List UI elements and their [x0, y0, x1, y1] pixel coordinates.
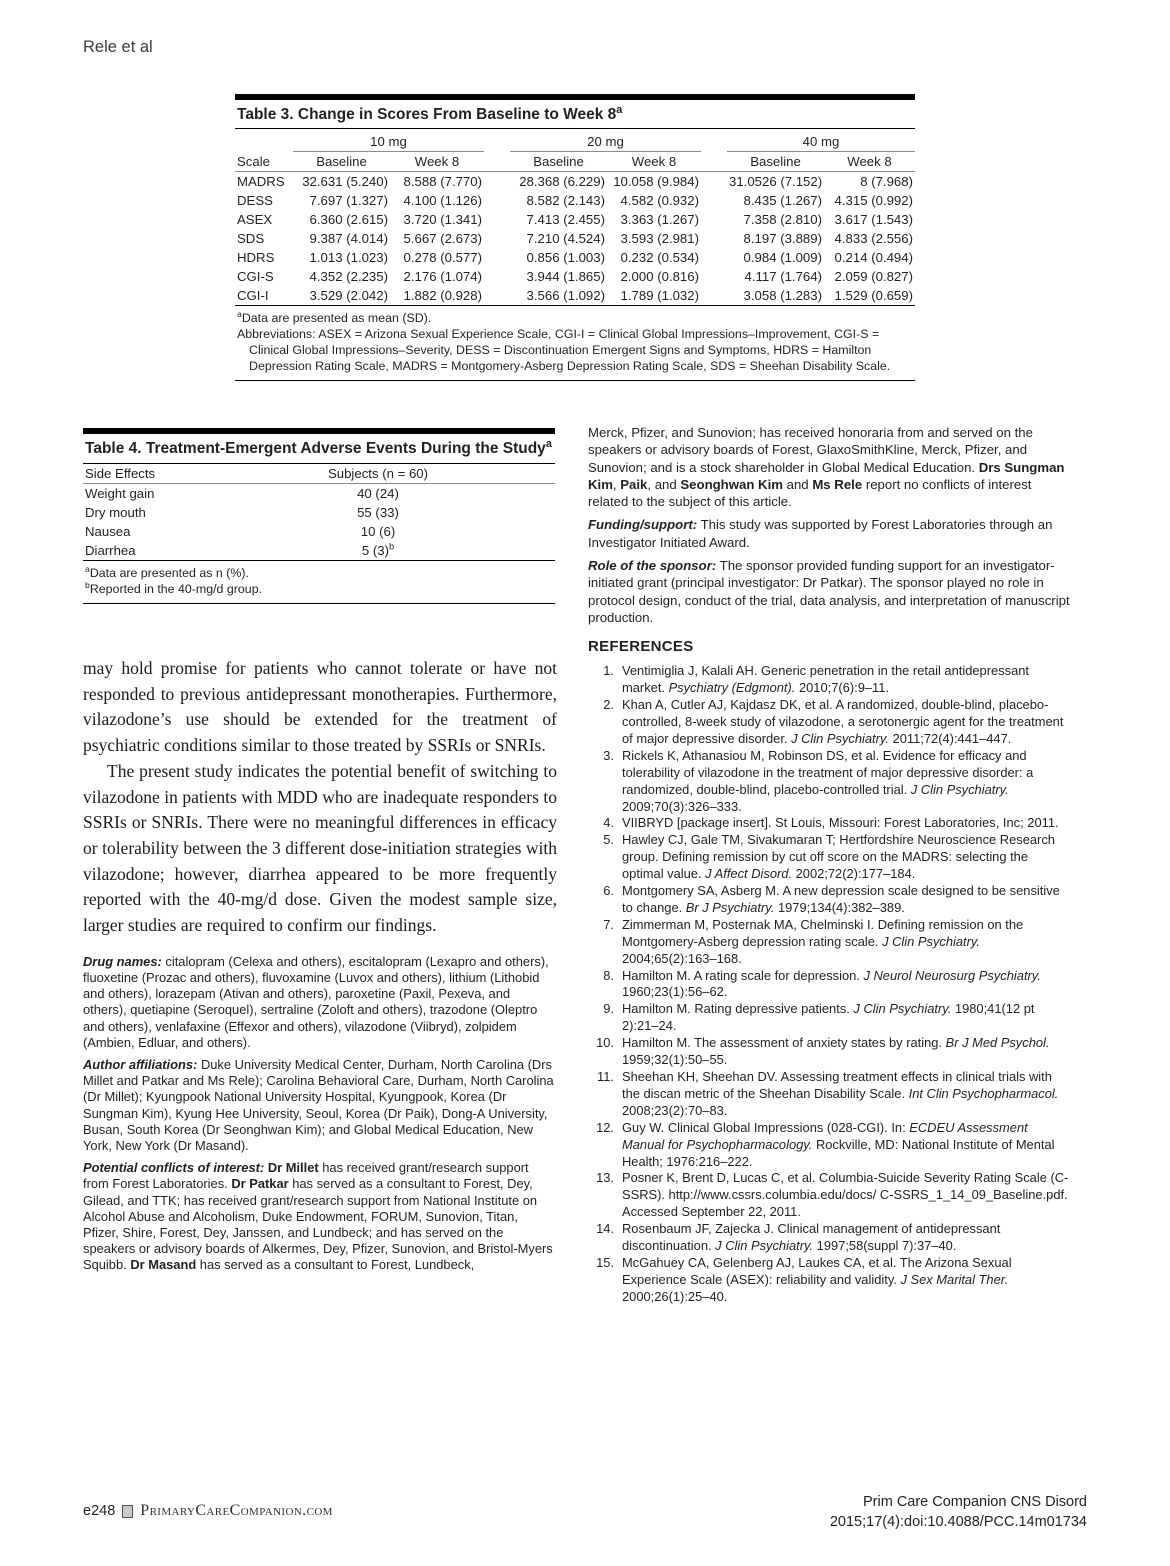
table3-cell: 0.232 (0.534)	[620, 250, 699, 265]
funding-text: This study was supported by Forest Laboratories through an Investigator Initiated Award.	[588, 517, 1053, 550]
page-number: e248	[83, 1503, 116, 1519]
table3-cell: MADRS	[237, 174, 285, 189]
reference-number: 11.	[597, 1069, 614, 1085]
sponsor-role-label: Role of the sponsor:	[588, 558, 717, 574]
reference-number: 10.	[596, 1035, 614, 1051]
spacer-cell	[484, 267, 510, 286]
reference-text: Zimmerman M, Posternak MA, Chelminski I. Defining remission on the Montgomery-Asberg depression rating scale. J Clin Psychiatry. 2004;65(2):163–168.	[622, 916, 1024, 966]
table3-cell: 4.117 (1.764)	[744, 269, 822, 284]
reference-item	[588, 968, 1070, 1002]
references-list	[588, 663, 1070, 1305]
table3-cell: 2.176 (1.074)	[403, 269, 482, 284]
right-column	[588, 424, 1070, 1306]
reference-item	[588, 1170, 1070, 1221]
spacer-cell	[484, 286, 510, 305]
funding-note	[588, 516, 1070, 551]
reference-item	[588, 883, 1070, 917]
reference-item	[588, 663, 1070, 697]
table4-col1-header: Side Effects	[83, 464, 201, 484]
references-heading: REFERENCES	[588, 638, 694, 656]
spacer-cell	[484, 248, 510, 267]
reference-number: 6.	[603, 883, 614, 899]
spacer-cell	[701, 210, 727, 229]
reference-item	[588, 917, 1070, 968]
conflicts-note	[83, 1160, 557, 1273]
table3-cell: SDS	[237, 231, 265, 246]
table4-row	[83, 541, 555, 560]
reference-text: Rosenbaum JF, Zajecka J. Clinical management of antidepressant discontinuation. J Clin Psychiatry. 1997;58(suppl 7):37–40.	[622, 1221, 1001, 1254]
table3-cell: 1.529 (0.659)	[834, 288, 913, 303]
scale-column-header: Scale	[235, 152, 293, 172]
reference-item	[588, 1221, 1070, 1255]
table3-cell: 4.582 (0.932)	[620, 193, 699, 208]
table4-body	[83, 484, 555, 561]
subjects-cell: 40 (24)	[357, 486, 399, 501]
article-notes	[83, 954, 557, 1274]
table3-cell: 3.720 (1.341)	[403, 212, 482, 227]
table3-cell: 8.435 (1.267)	[743, 193, 822, 208]
table3-row	[235, 172, 915, 192]
funding-label: Funding/support:	[588, 517, 698, 533]
table3-cell: 2.059 (0.827)	[834, 269, 913, 284]
table3-cell: 1.789 (1.032)	[620, 288, 699, 303]
spacer-cell	[701, 229, 727, 248]
dose-group-header: 40 mg	[727, 129, 915, 152]
dose-group-header: 10 mg	[293, 129, 484, 152]
table3-cell: 3.593 (2.981)	[620, 231, 699, 246]
table3-row	[235, 248, 915, 267]
reference-item	[588, 1120, 1070, 1171]
table3-cell: 3.363 (1.267)	[620, 212, 699, 227]
table3-row	[235, 210, 915, 229]
table4-col2-header: Subjects (n = 60)	[201, 464, 555, 484]
subjects-cell: 55 (33)	[357, 505, 399, 520]
body-paragraph-1: may hold promise for patients who cannot tolerate or have not responded to previous antidepressant monotherapies. Furthermore, vilazodone’s use should be extended for the treatment of psychiatric conditions similar to those treated by SSRIs or SNRIs.	[83, 658, 557, 756]
reference-item	[588, 1001, 1070, 1035]
table3-cell: 0.278 (0.577)	[403, 250, 482, 265]
table3-cell: 8.582 (2.143)	[526, 193, 605, 208]
reference-item	[588, 748, 1070, 816]
table3-row	[235, 229, 915, 248]
table4-footnote-a: $^a$Data are presented as n (%).	[85, 563, 249, 580]
table3	[235, 94, 915, 381]
side-effect-cell: Nausea	[85, 524, 131, 539]
sponsor-role-text: The sponsor provided funding support for an investigator-initiated grant (principal investigator: Dr Patkar). The sponsor played no role in protocol design, conduct of the trial, data analysis, and interpretation of manuscript production.	[588, 558, 1070, 625]
table3-cell: CGI-I	[237, 288, 269, 303]
spacer-cell	[484, 129, 510, 152]
reference-number: 9.	[603, 1001, 614, 1017]
journal-logo-icon	[122, 1505, 133, 1518]
table4-footnotes	[83, 560, 555, 604]
reference-number: 4.	[603, 815, 614, 831]
reference-text: Hamilton M. Rating depressive patients. J Clin Psychiatry. 1980;41(12 pt 2):21–24.	[622, 1001, 1035, 1034]
table3-cell: 10.058 (9.984)	[613, 174, 699, 189]
conflicts-text: Dr Millet has received grant/research support from Forest Laboratories. Dr Patkar has served as a consultant to Forest, Dey, Gilead, and TTK; has received grant/research support from National Institute on Alcohol Abuse and Alcoholism, Duke Endowment, FORUM, Sunovion, Titan, Pfizer, Shire, Forest, Dey, Janssen, and Lundbeck; and has served on the speakers or advisory boards of Alkermes, Dey, Pfizer, Sunovion, and Bristol-Myers Squibb. Dr Masand has served as a consultant to Forest, Lundbeck,	[83, 1160, 553, 1273]
spacer-cell	[701, 152, 727, 172]
side-effect-cell: Weight gain	[85, 486, 155, 501]
reference-number: 13.	[596, 1170, 614, 1186]
spacer-cell	[484, 152, 510, 172]
reference-item	[588, 832, 1070, 883]
table4-title: Table 4. Treatment-Emergent Adverse Events During the Study$^a$	[83, 434, 555, 464]
spacer-cell	[701, 248, 727, 267]
left-column-text	[83, 656, 557, 1280]
reference-text: Khan A, Cutler AJ, Kajdasz DK, et al. A randomized, double-blind, placebo-controlled, 8-week study of vilazodone, a serotonergic agent for the treatment of major depressive disorder. J Clin Psychiatry. 2011;72(4):441–447.	[622, 697, 1064, 746]
table3-cell: 0.214 (0.494)	[834, 250, 913, 265]
table3-cell: ASEX	[237, 212, 273, 227]
reference-text: Montgomery SA, Asberg M. A new depression scale designed to be sensitive to change. Br J Psychiatry. 1979;134(4):382–389.	[622, 883, 1060, 915]
side-effect-cell: Dry mouth	[85, 505, 146, 520]
reference-item	[588, 1035, 1070, 1069]
body-paragraph-2: The present study indicates the potential benefit of switching to vilazodone in patients with MDD who are inadequate responders to SSRIs or SNRIs. There were no meaningful differences in efficacy or tolerability between the 3 different dose-initiation strategies with vilazodone; however, diarrhea appeared to be more frequently reported with the 40-mg/d dose. Given the modest sample size, larger studies are required to confirm our findings.	[83, 760, 557, 936]
spacer-cell	[235, 129, 293, 152]
spacer-cell	[484, 172, 510, 192]
table3-footnote-a: $^a$Data are presented as mean (SD).	[237, 308, 432, 325]
table3-cell: 3.566 (1.092)	[526, 288, 605, 303]
spacer-cell	[484, 191, 510, 210]
footer-site: PrimaryCareCompanion.com	[140, 1502, 333, 1519]
author-affiliations-text: Duke University Medical Center, Durham, North Carolina (Drs Millet and Patkar and Ms Rele); Carolina Behavioral Care, Durham, North Carolina (Dr Millet); Kyungpook National University Hospital, Kyungpook, Korea (Dr Sungman Kim), Kyung Hee University, Seoul, Korea (Dr Paik), Dong-A University, Busan, South Korea (Dr Seonghwan Kim); and Global Medical Education, New York, New York (Dr Masand).	[83, 1056, 554, 1153]
subjects-cell: 5 $(3)^b$	[361, 541, 395, 558]
table3-cell: 7.210 (4.524)	[526, 231, 605, 246]
reference-text: Hawley CJ, Gale TM, Sivakumaran T; Hertfordshire Neuroscience Research group. Defining remission by cut off score on the MADRS: selecting the optimal value. J Affect Disord. 2002;72(2):177–184.	[622, 832, 1055, 882]
table3-colhead-row	[235, 152, 915, 172]
table3-cell: HDRS	[237, 250, 275, 265]
table4-header	[83, 464, 555, 484]
sub-column-header: Week 8	[824, 152, 915, 172]
reference-number: 2.	[603, 697, 614, 713]
table3-cell: 8.588 (7.770)	[403, 174, 482, 189]
table3-cell: 5.667 (2.673)	[403, 231, 482, 246]
table4	[83, 428, 555, 604]
author-affiliations-label: Author affiliations:	[83, 1056, 198, 1072]
spacer-cell	[701, 129, 727, 152]
table3-title: Table 3. Change in Scores From Baseline to Week 8$^a$	[235, 100, 915, 129]
reference-text: Ventimiglia J, Kalali AH. Generic penetration in the retail antidepressant market. Psychiatry (Edgmont). 2010;7(6):9–11.	[622, 663, 1029, 696]
table3-abbreviations: Abbreviations: ASEX = Arizona Sexual Experience Scale, CGI-I = Clinical Global Impressions–Improvement, CGI-S = Clinical Global Impressions–Severity, DESS = Discontinuation Emergent Signs and Symptoms, HDRS = Hamilton Depression Rating Scale, MADRS = Montgomery-Asberg Depression Rating Scale, SDS = Sheehan Disability Scale.	[237, 327, 891, 373]
table3-cell: 3.617 (1.543)	[834, 212, 913, 227]
table3-footnotes	[235, 305, 915, 381]
table3-cell: 4.833 (2.556)	[834, 231, 913, 246]
table3-cell: 3.058 (1.283)	[743, 288, 822, 303]
table3-cell: 4.352 (2.235)	[309, 269, 388, 284]
table4-row	[83, 522, 555, 541]
reference-text: Sheehan KH, Sheehan DV. Assessing treatment effects in clinical trials with the discan metric of the Sheehan Disability Scale. Int Clin Psychopharmacol. 2008;23(2):70–83.	[622, 1069, 1059, 1118]
table3-cell: 9.387 (4.014)	[309, 231, 388, 246]
table3-cell: 8 (7.968)	[860, 174, 913, 189]
table3-body	[235, 172, 915, 306]
table3-cell: 32.631 (5.240)	[302, 174, 388, 189]
table4-row	[83, 503, 555, 522]
spacer-cell	[701, 267, 727, 286]
table3-cell: 28.368 (6.229)	[519, 174, 605, 189]
table3-row	[235, 267, 915, 286]
table3-cell: 2.000 (0.816)	[620, 269, 699, 284]
reference-text: VIIBRYD [package insert]. St Louis, Missouri: Forest Laboratories, Inc; 2011.	[622, 815, 1059, 831]
reference-text: Hamilton M. The assessment of anxiety states by rating. Br J Med Psychol. 1959;32(1):50–55.	[622, 1035, 1050, 1068]
reference-text: Posner K, Brent D, Lucas C, et al. Columbia-Suicide Severity Rating Scale (C-SSRS). http://www.cssrs.columbia.edu/docs/ C-SSRS_1_14_09_Baseline.pdf. Accessed September 22, 2011.	[622, 1170, 1069, 1220]
reference-number: 12.	[596, 1119, 614, 1135]
reference-number: 15.	[596, 1254, 614, 1270]
sub-column-header: Baseline	[293, 152, 390, 172]
table4-footnote-b: $^b$Reported in the 40-mg/d group.	[85, 579, 263, 596]
table3-cell: 3.529 (2.042)	[309, 288, 388, 303]
reference-number: 14.	[596, 1221, 614, 1237]
side-effect-cell: Diarrhea	[85, 543, 136, 558]
table3-cell: 7.413 (2.455)	[526, 212, 605, 227]
reference-number: 3.	[603, 747, 614, 763]
reference-number: 8.	[603, 967, 614, 983]
table3-cell: 7.358 (2.810)	[743, 212, 822, 227]
drug-names-text: citalopram (Celexa and others), escitalopram (Lexapro and others), fluoxetine (Prozac and others), fluvoxamine (Luvox and others), lithium (Lithobid and others), lorazepam (Ativan and others), paroxetine (Paxil, Pexeva, and others), quetiapine (Seroquel), sertraline (Zoloft and others), trazodone (Oleptro and others), venlafaxine (Effexor and others), vilazodone (Viibryd), zolpidem (Ambien, Edluar, and others).	[83, 953, 549, 1050]
drug-names-label: Drug names:	[83, 953, 162, 969]
reference-number: 1.	[603, 663, 614, 679]
spacer-cell	[484, 229, 510, 248]
table3-cell: 7.697 (1.327)	[309, 193, 388, 208]
drug-names-note	[83, 954, 557, 1051]
table3-header	[235, 129, 915, 172]
running-head: Rele et al	[83, 38, 153, 56]
dose-group-header: 20 mg	[510, 129, 701, 152]
table3-cell: 1.013 (1.023)	[309, 250, 388, 265]
sub-column-header: Week 8	[390, 152, 484, 172]
table3-cell: 4.315 (0.992)	[834, 193, 913, 208]
spacer-cell	[484, 210, 510, 229]
spacer-cell	[701, 172, 727, 192]
reference-item	[588, 1255, 1070, 1306]
table3-row	[235, 286, 915, 305]
sub-column-header: Week 8	[607, 152, 701, 172]
sub-column-header: Baseline	[510, 152, 607, 172]
table3-row	[235, 191, 915, 210]
reference-text: Hamilton M. A rating scale for depression. J Neurol Neurosurg Psychiatry. 1960;23(1):56–62.	[622, 967, 1041, 1000]
table4-grid	[83, 464, 555, 560]
table3-cell: 0.856 (1.003)	[526, 250, 605, 265]
conflicts-continued: Merck, Pfizer, and Sunovion; has received honoraria from and served on the speakers or advisory boards of Forest, GlaxoSmithKline, Merck, Pfizer, and Sunovion; and is a stock shareholder in Global Medical Education. Drs Sungman Kim, Paik, and Seonghwan Kim and Ms Rele report no conflicts of interest related to the subject of this article.	[588, 425, 1065, 510]
reference-text: McGahuey CA, Gelenberg AJ, Laukes CA, et al. The Arizona Sexual Experience Scale (ASEX): reliability and validity. J Sex Marital Ther. 2000;26(1):25–40.	[622, 1254, 1012, 1304]
table4-header-row	[83, 464, 555, 484]
footer-right	[830, 1492, 1087, 1532]
footer-citation: 2015;17(4):doi:10.4088/PCC.14m01734	[829, 1514, 1087, 1530]
reference-number: 7.	[603, 916, 614, 932]
table3-cell: 6.360 (2.615)	[309, 212, 388, 227]
table3-grid	[235, 129, 915, 305]
footer-journal-name: Prim Care Companion CNS Disord	[862, 1494, 1087, 1510]
conflicts-label: Potential conflicts of interest:	[83, 1160, 265, 1176]
reference-text: Guy W. Clinical Global Impressions (028-CGI). In: ECDEU Assessment Manual for Psychopharmacology. Rockville, MD: National Institute of Mental Health; 1976:216–222.	[622, 1119, 1055, 1169]
reference-number: 5.	[603, 832, 614, 848]
table3-cell: CGI-S	[237, 269, 274, 284]
table3-cell: 1.882 (0.928)	[403, 288, 482, 303]
reference-item	[588, 815, 1070, 832]
table3-cell: 4.100 (1.126)	[403, 193, 482, 208]
subjects-cell: 10 (6)	[360, 524, 396, 539]
footer-left	[83, 1502, 333, 1520]
spacer-cell	[701, 286, 727, 305]
table3-cell: 0.984 (1.009)	[743, 250, 822, 265]
table4-row	[83, 484, 555, 504]
spacer-cell	[701, 191, 727, 210]
reference-item	[588, 1069, 1070, 1120]
table3-cell: DESS	[237, 193, 273, 208]
sub-column-header: Baseline	[727, 152, 824, 172]
sponsor-role-note	[588, 557, 1070, 626]
author-affiliations-note	[83, 1057, 557, 1154]
table3-cell: 3.944 (1.865)	[526, 269, 605, 284]
table3-cell: 31.0526 (7.152)	[729, 174, 823, 189]
table3-dose-row	[235, 129, 915, 152]
table3-cell: 8.197 (3.889)	[743, 231, 822, 246]
reference-text: Rickels K, Athanasiou M, Robinson DS, et al. Evidence for efficacy and tolerability of vilazodone in the treatment of major depressive disorder: a randomized, double-blind, placebo-controlled trial. J Clin Psychiatry. 2009;70(3):326–333.	[622, 747, 1034, 814]
reference-item	[588, 697, 1070, 748]
